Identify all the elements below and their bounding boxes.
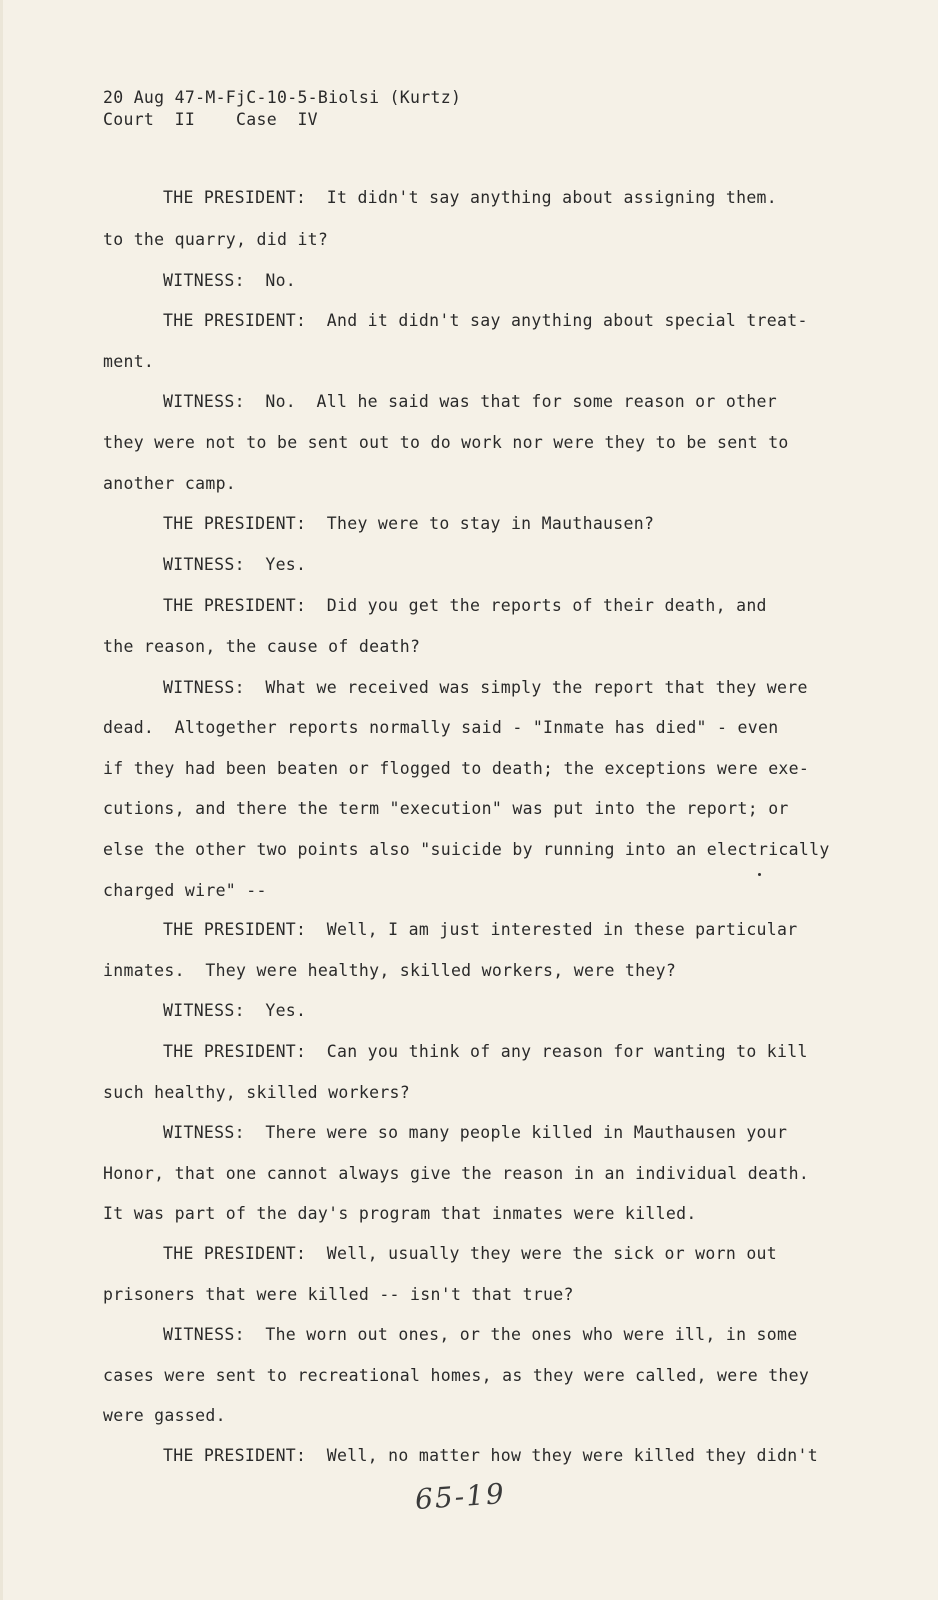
header-reference: 20 Aug 47-M-FjC-10-5-Biolsi (Kurtz) (103, 88, 462, 107)
transcript-line: they were not to be sent out to do work nor were they to be sent to (103, 433, 789, 452)
ink-mark (758, 873, 761, 876)
transcript-line: THE PRESIDENT: Can you think of any reason for wanting to kill (163, 1042, 808, 1061)
transcript-line: to the quarry, did it? (103, 230, 329, 249)
transcript-line: were gassed. (103, 1406, 226, 1425)
transcript-line: inmates. They were healthy, skilled workers, were they? (103, 961, 677, 980)
transcript-line: THE PRESIDENT: Well, no matter how they were killed they didn't (163, 1446, 818, 1465)
transcript-line: charged wire" -- (103, 881, 267, 900)
transcript-line: WITNESS: Yes. (163, 1001, 307, 1020)
header-court-case: Court II Case IV (103, 110, 318, 129)
transcript-line: WITNESS: The worn out ones, or the ones who were ill, in some (163, 1325, 798, 1344)
transcript-line: WITNESS: What we received was simply the report that they were (163, 678, 808, 697)
transcript-line: WITNESS: Yes. (163, 555, 307, 574)
transcript-line: else the other two points also "suicide by running into an electrically (103, 840, 830, 859)
transcript-line: dead. Altogether reports normally said - "Inmate has died" - even (103, 718, 779, 737)
transcript-line: THE PRESIDENT: Well, usually they were the sick or worn out (163, 1244, 778, 1263)
transcript-line: ment. (103, 352, 155, 371)
transcript-line: if they had been beaten or flogged to death; the exceptions were exe- (103, 759, 810, 778)
transcript-line: prisoners that were killed -- isn't that true? (103, 1285, 574, 1304)
transcript-line: WITNESS: No. All he said was that for some reason or other (163, 392, 778, 411)
transcript-line: cases were sent to recreational homes, as they were called, were they (103, 1366, 810, 1385)
transcript-line: THE PRESIDENT: They were to stay in Mauthausen? (163, 514, 655, 533)
transcript-line: the reason, the cause of death? (103, 637, 421, 656)
transcript-line: Honor, that one cannot always give the reason in an individual death. (103, 1164, 810, 1183)
transcript-line: WITNESS: There were so many people killed in Mauthausen your (163, 1123, 788, 1142)
transcript-line: THE PRESIDENT: Did you get the reports of their death, and (163, 596, 767, 615)
transcript-line: THE PRESIDENT: Well, I am just interested in these particular (163, 920, 798, 939)
transcript-line: such healthy, skilled workers? (103, 1083, 411, 1102)
handwritten-page-number: 65-19 (413, 1476, 507, 1517)
transcript-line: THE PRESIDENT: It didn't say anything about assigning them. (163, 188, 778, 207)
transcript-line: another camp. (103, 474, 237, 493)
transcript-line: THE PRESIDENT: And it didn't say anything about special treat- (163, 311, 808, 330)
transcript-line: cutions, and there the term "execution" was put into the report; or (103, 799, 789, 818)
transcript-line: WITNESS: No. (163, 271, 297, 290)
transcript-line: It was part of the day's program that inmates were killed. (103, 1204, 697, 1223)
